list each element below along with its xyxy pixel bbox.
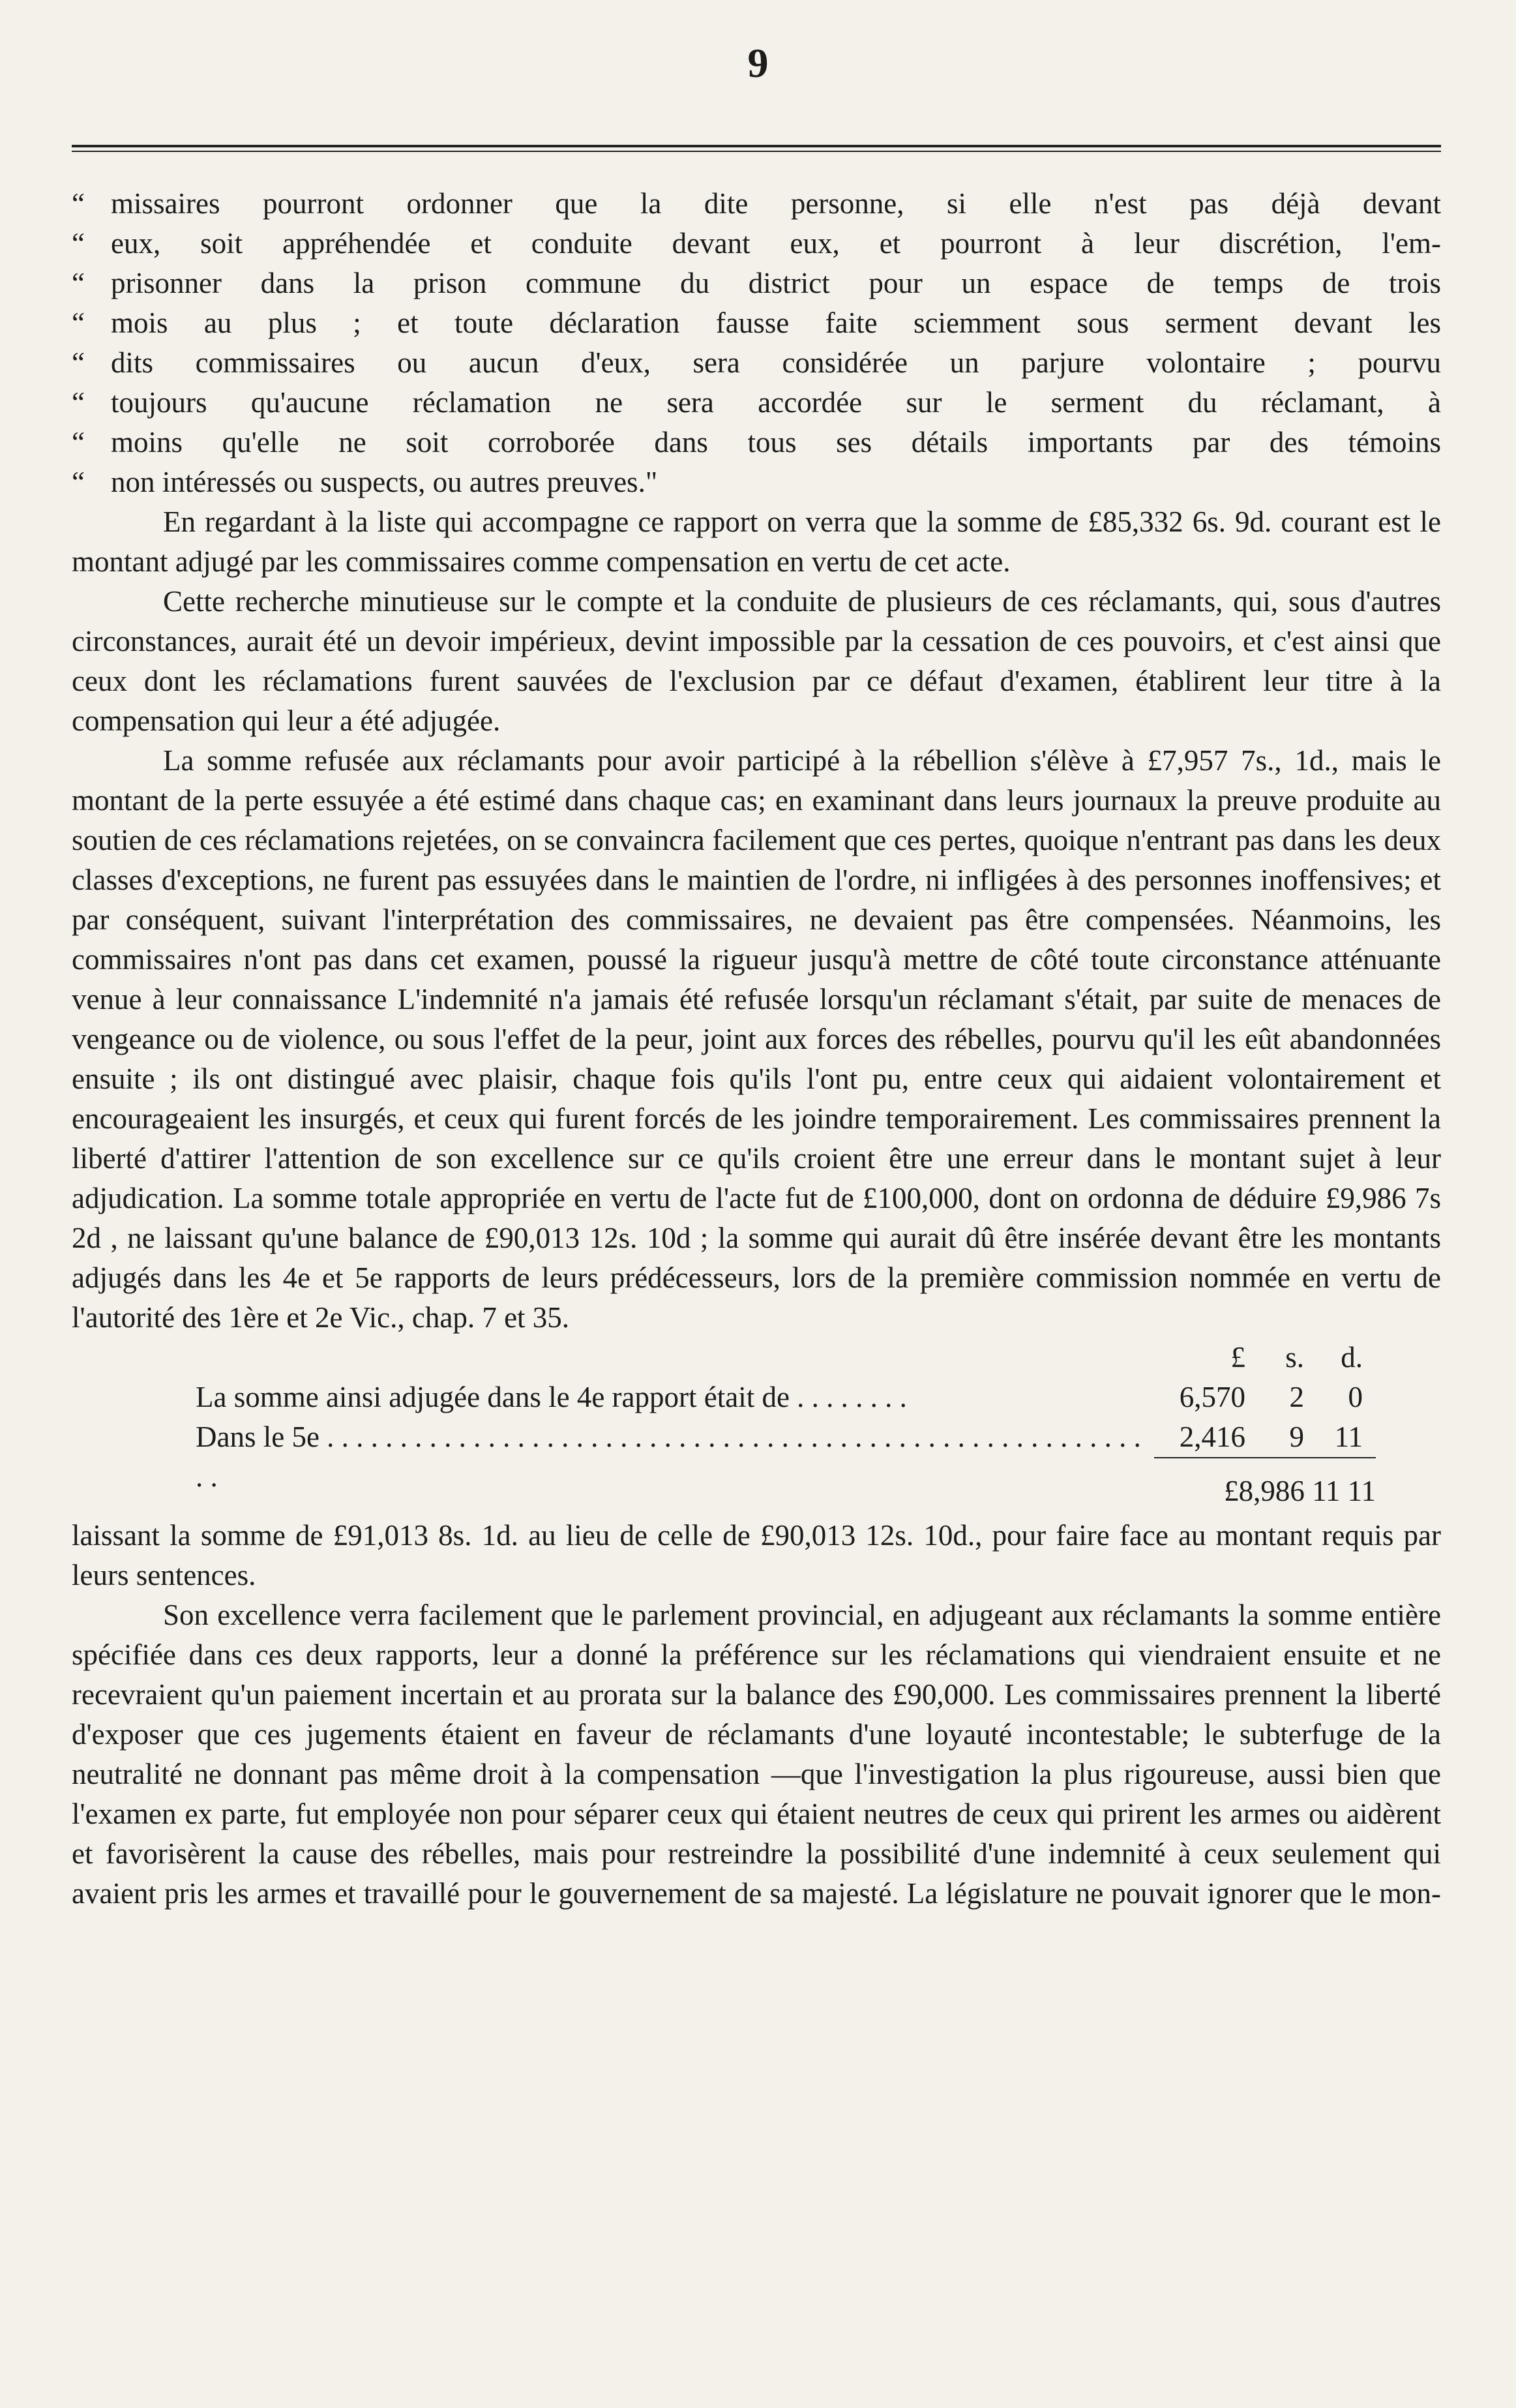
table-row <box>72 1377 1441 1417</box>
paragraph-4: laissant la somme de £91,013 8s. 1d. au lieu de celle de £90,013 12s. 10d., pour faire face au montant requis par leurs sentences. <box>72 1519 1441 1591</box>
quote-block <box>72 184 1441 502</box>
cell-pence: 0 <box>1348 1381 1363 1413</box>
sum-rule <box>1154 1457 1376 1458</box>
quote-line: “ dits commissaires ou aucun d'eux, sera considérée un parjure volontaire ; pourvu <box>72 346 1441 379</box>
quote-line: “ toujours qu'aucune réclamation ne sera accordée sur le serment du réclamant, à <box>72 386 1441 419</box>
cell-shillings: 2 <box>1289 1381 1304 1413</box>
table-total-row <box>72 1457 1441 1516</box>
paragraph-5: Son excellence verra facilement que le parlement provincial, en adjugeant aux réclamants la somme entière spécifiée dans ces deux rapports, leur a donné la préférence sur les réclamations qui viendraient ensuite et ne recevraient qu'un paiement incertain et au prorata sur la balance des £90,000. Les commissaires prennent la liberté d'exposer que ces jugements étaient en faveur de réclamants d'une loyauté incontestable; le subterfuge de la neutralité ne donnant pas même droit à la compensation —que l'investigation la plus rigoureuse, aussi bien que l'examen ex parte, fut employée non pour séparer ceux qui étaient neutres de ceux qui prirent les armes ou aidèrent et favorisèrent la cause des rébelles, mais pour restreindre la possibilité d'une indemnité à ceux seulement qui avaient pris les armes et travaillé pour le gouvernement de sa majesté. La législature ne pouvait ignorer que le mon- <box>72 1599 1441 1910</box>
quote-line: “ missaires pourront ordonner que la dite personne, si elle n'est pas déjà devant <box>72 187 1441 220</box>
header-shillings: s. <box>1285 1341 1304 1374</box>
cell-pounds: 2,416 <box>1179 1421 1245 1453</box>
cell-pence: 11 <box>1334 1421 1363 1453</box>
body-text <box>72 184 1441 1914</box>
quote-line: “ prisonner dans la prison commune du district pour un espace de temps de trois <box>72 267 1441 299</box>
quote-line: “ moins qu'elle ne soit corroborée dans tous ses détails importants par des témoins <box>72 426 1441 459</box>
paragraph-3: La somme refusée aux réclamants pour avoir participé à la rébellion s'élève à £7,957 7s., 1d., mais le montant de la perte essuyée a été estimé dans chaque cas; en examinant dans leurs journaux la preuve produite au soutien de ces réclamations rejetées, on se convaincra facilement que ces pertes, quoique n'entrant pas dans les deux classes d'exceptions, ne furent pas essuyées dans le maintien de l'ordre, ni infligées à des personnes inoffensives; et par conséquent, suivant l'interprétation des commissaires, ne devaient pas être compensées. Néanmoins, les commissaires n'ont pas dans cet examen, poussé la rigueur jusqu'à mettre de côté toute circonstance atténuante venue à leur connaissance L'indemnité n'a jamais été refusée lorsqu'un réclamant s'était, par suite de menaces de vengeance ou de violence, ou sous l'effet de la peur, joint aux forces des rébelles, pourvu qu'il les eût abandonnées ensuite ; ils ont distingué avec plaisir, chaque fois qu'ils l'ont pu, entre ceux qui aidaient volontairement et encourageaient les insurgés, et ceux qui furent forcés de les joindre temporairement. Les commissaires prennent la liberté d'attirer l'attention de son excellence sur ce qu'ils croient être une erreur dans le montant sujet à leur adjudication. La somme totale appropriée en vertu de l'acte fut de £100,000, dont on ordonna de déduire £9,986 7s 2d , ne laissant qu'une balance de £90,013 12s. 10d ; la somme qui aurait dû être insérée devant être les montants adjugés dans les 4e et 5e rapports de leurs prédécesseurs, lors de la première commission nommée en vertu de l'autorité des 1ère et 2e Vic., chap. 7 et 35. <box>72 744 1441 1334</box>
header-pence: d. <box>1341 1341 1363 1374</box>
sum-table <box>72 1338 1441 1516</box>
cell-pounds: 6,570 <box>1179 1381 1245 1413</box>
quote-line: “ eux, soit appréhendée et conduite devant eux, et pourront à leur discrétion, l'em- <box>72 227 1441 260</box>
paragraph-1: En regardant à la liste qui accompagne ce rapport on verra que la somme de £85,332 6s. 9d. courant est le montant adjugé par les commissaires comme compensation en vertu de cet acte. <box>72 505 1441 578</box>
total-value: £8,986 11 11 <box>1224 1475 1376 1507</box>
page-number: 9 <box>747 40 769 86</box>
table-header-row <box>72 1338 1441 1377</box>
header-rule <box>72 145 1441 152</box>
paragraph-2: Cette recherche minutieuse sur le compte et la conduite de plusieurs de ces réclamants, qui, sous d'autres circonstances, aurait été un devoir impérieux, devint impossible par la cessation de ces pouvoirs, et c'est ainsi que ceux dont les réclamations furent sauvées de l'exclusion par ce défaut d'examen, établirent leur titre à la compensation qui leur a été adjugée. <box>72 585 1441 737</box>
quote-line: “ non intéressés ou suspects, ou autres preuves." <box>72 466 658 498</box>
cell-shillings: 9 <box>1289 1421 1304 1453</box>
quote-line: “ mois au plus ; et toute déclaration fausse faite sciemment sous serment devant les <box>72 307 1441 339</box>
row-label: Dans le 5e . . . . . . . . . . . . . . . . . . . . . . . . . . . . . . . . . . . . . . . . . . . . . . . . . . . . . . . . . . <box>196 1421 1141 1493</box>
header-pounds: £ <box>1230 1341 1245 1374</box>
row-label: La somme ainsi adjugée dans le 4e rapport était de . . . . . . . . <box>196 1381 907 1413</box>
